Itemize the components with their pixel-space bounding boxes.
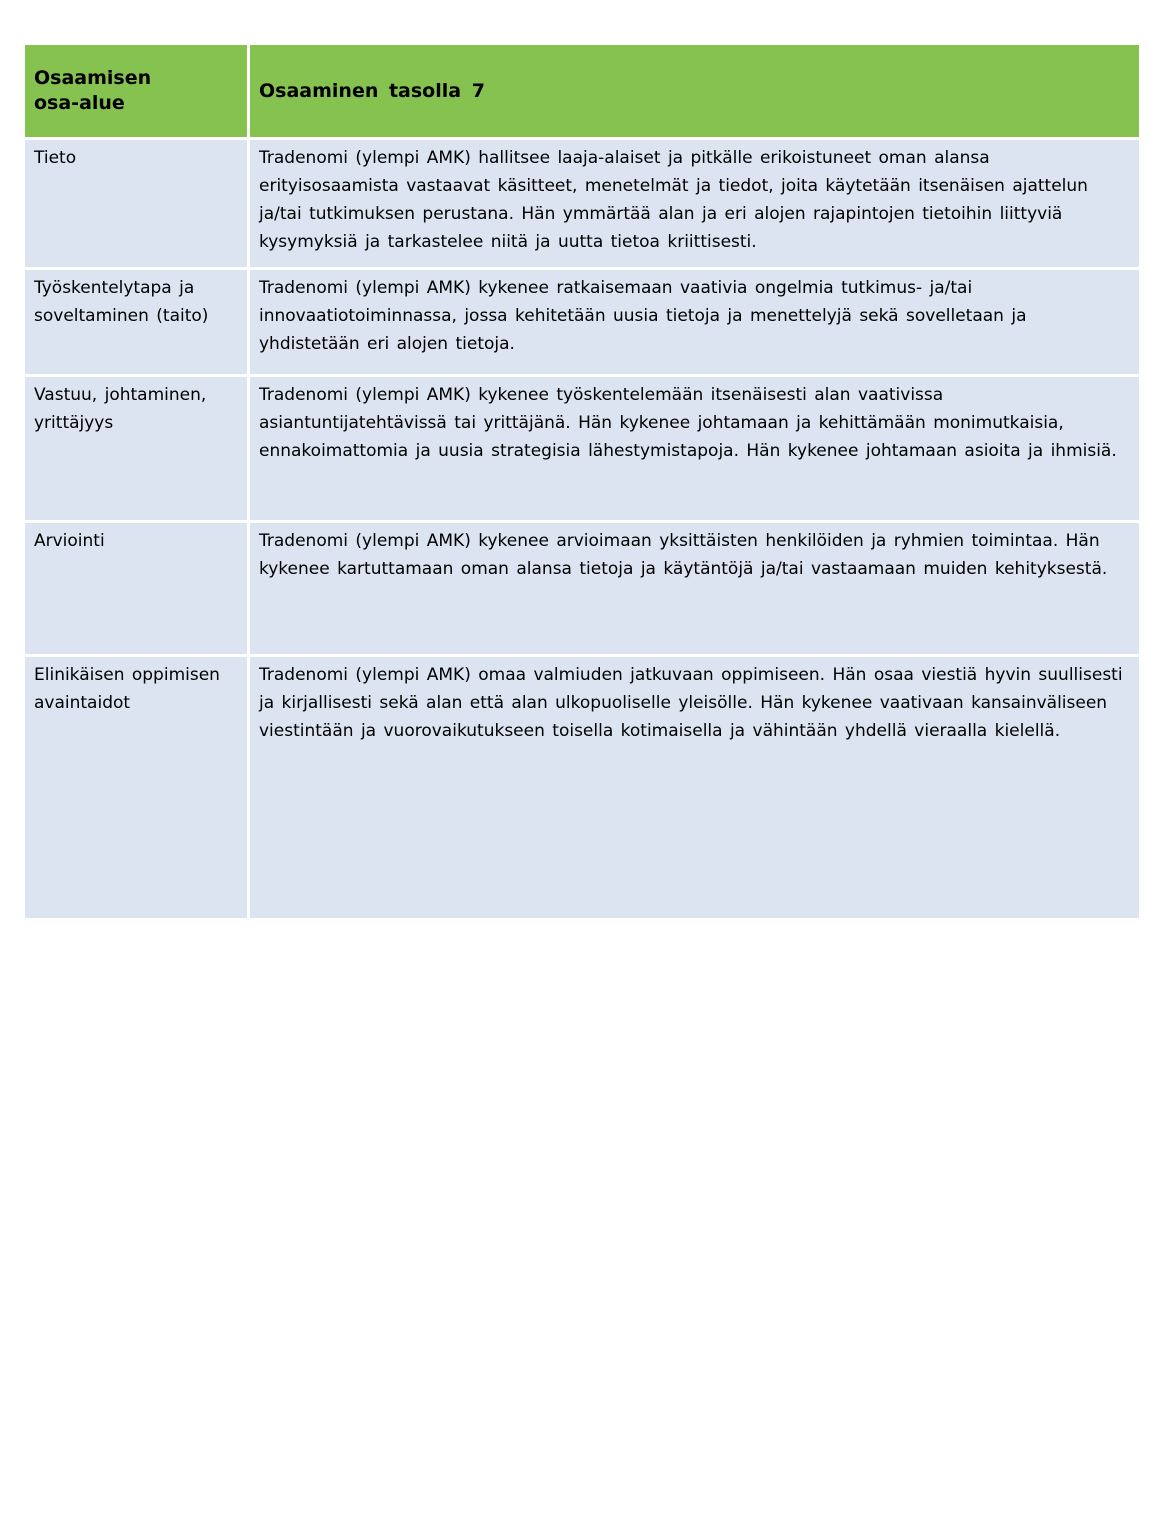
- column-header-competence-level7: Osaaminen tasolla 7: [250, 45, 1139, 137]
- description-cell: Tradenomi (ylempi AMK) kykenee työskentelemään itsenäisesti alan vaativissa asiantuntijatehtävissä tai yrittäjänä. Hän kykenee johtamaan ja kehittämään monimutkaisia, ennakoimattomia ja uusia strategisia lähestymistapoja. Hän kykenee johtamaan asioita ja ihmisiä.: [250, 377, 1139, 520]
- table-row-vastuu: [25, 377, 1139, 520]
- table-row-elinikainen-oppiminen: [25, 657, 1139, 918]
- area-cell: Tieto: [25, 140, 247, 267]
- table-row-tyoskentelytapa: [25, 270, 1139, 374]
- description-cell: Tradenomi (ylempi AMK) omaa valmiuden jatkuvaan oppimiseen. Hän osaa viestiä hyvin suullisesti ja kirjallisesti sekä alan että alan ulkopuoliselle yleisölle. Hän kykenee vaativaan kansainväliseen viestintään ja vuorovaikutukseen toisella kotimaisella ja vähintään yhdellä vieraalla kielellä.: [250, 657, 1139, 918]
- area-cell: Elinikäisen oppimisen avaintaidot: [25, 657, 247, 918]
- competence-table: [22, 42, 1142, 921]
- description-cell: Tradenomi (ylempi AMK) kykenee arvioimaan yksittäisten henkilöiden ja ryhmien toimintaa. Hän kykenee kartuttamaan oman alansa tietoja ja käytäntöjä ja/tai vastaamaan muiden kehityksestä.: [250, 523, 1139, 654]
- column-header-competence-area: Osaamisen osa-alue: [25, 45, 247, 137]
- area-cell: Arviointi: [25, 523, 247, 654]
- table-row-arviointi: [25, 523, 1139, 654]
- description-cell: Tradenomi (ylempi AMK) hallitsee laaja-alaiset ja pitkälle erikoistuneet oman alansa erityisosaamista vastaavat käsitteet, menetelmät ja tiedot, joita käytetään itsenäisen ajattelun ja/tai tutkimuksen perustana. Hän ymmärtää alan ja eri alojen rajapintojen tietoihin liittyviä kysymyksiä ja tarkastelee niitä ja uutta tietoa kriittisesti.: [250, 140, 1139, 267]
- table-header-row: [25, 45, 1139, 137]
- description-cell: Tradenomi (ylempi AMK) kykenee ratkaisemaan vaativia ongelmia tutkimus- ja/tai innovaatiotoiminnassa, jossa kehitetään uusia tietoja ja menettelyjä sekä sovelletaan ja yhdistetään eri alojen tietoja.: [250, 270, 1139, 374]
- area-cell: Vastuu, johtaminen, yrittäjyys: [25, 377, 247, 520]
- area-cell: Työskentelytapa ja soveltaminen (taito): [25, 270, 247, 374]
- table-row-tieto: [25, 140, 1139, 267]
